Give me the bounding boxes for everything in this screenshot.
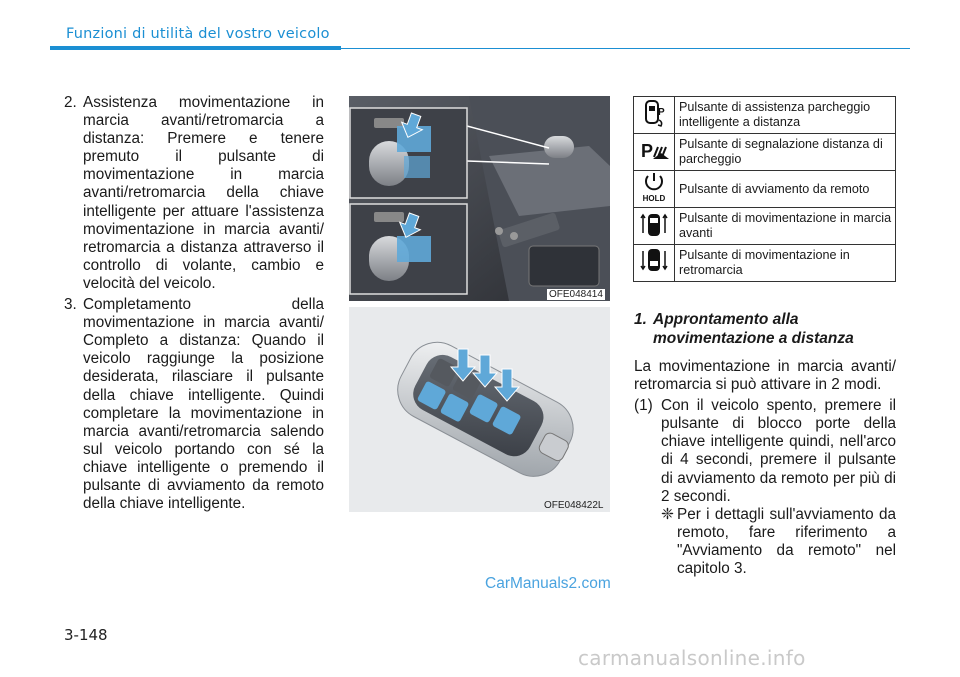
subsection-heading xyxy=(634,310,896,348)
table-row xyxy=(634,97,896,134)
list-item-number: 3. xyxy=(64,296,77,314)
button-label: Pulsante di segnalazione distanza di parcheggio xyxy=(675,134,896,171)
left-column xyxy=(64,94,324,516)
list-item-number: 2. xyxy=(64,94,77,111)
header-rule-thick xyxy=(50,46,341,50)
parking-assist-icon xyxy=(634,97,675,134)
smart-key-illustration xyxy=(349,307,610,512)
subsection-number: 1. xyxy=(634,311,647,328)
table-row xyxy=(634,245,896,282)
list-item xyxy=(64,296,324,513)
svg-text:P: P xyxy=(658,107,665,118)
table-row xyxy=(634,171,896,208)
table-row xyxy=(634,134,896,171)
list-item xyxy=(634,397,896,578)
button-label: Pulsante di movimentazione in retromarcia xyxy=(675,245,896,282)
list-item-text: Con il veicolo spento, premere il pulsante di blocco porte della chiave intelligente quindi, nell'arco di 4 secondi, premere il pulsante di avviamento da remoto per più di 2 secondi. xyxy=(661,397,896,505)
forward-move-icon xyxy=(634,208,675,245)
figure-code-label: OFE048422L xyxy=(544,500,604,511)
watermark-link[interactable]: carmanualsonline.info xyxy=(578,646,806,670)
button-label: Pulsante di assistenza parcheggio intelligente a distanza xyxy=(675,97,896,134)
button-legend-table xyxy=(633,96,896,282)
hold-text: HOLD xyxy=(642,194,666,203)
list-item-number: (1) xyxy=(634,397,653,415)
list-item xyxy=(64,94,324,293)
button-label: Pulsante di avviamento da remoto xyxy=(675,171,896,208)
svg-text:P: P xyxy=(641,141,654,161)
figure-code-label: OFE048414 xyxy=(549,289,603,300)
note-text: Per i dettagli sull'avviamento da remoto, fare riferimento a "Avviamento da remoto" nel capitolo 3. xyxy=(677,505,896,578)
note xyxy=(661,506,896,578)
watermark-link[interactable]: CarManuals2.com xyxy=(485,575,611,592)
section-title: Funzioni di utilità del vostro veicolo xyxy=(66,26,330,42)
intro-paragraph: La movimentazione in marcia avanti/ retromarcia si può attivare in 2 modi. xyxy=(634,358,896,394)
list-item-text: Assistenza movimentazione in marcia avanti/retromarcia a distanza: Premere e tenere premuto il pulsante di movimentazione in marcia avanti/retromarcia della chiave intelligente per attuare l'assistenza movimentazione in marcia avanti/ retromarcia a distanza attraverso il controllo di volante, cambio e velocità del veicolo. xyxy=(83,94,324,292)
list-item-text: Completamento della movimentazione in marcia avanti/ Completo a distanza: Quando il veicolo raggiunge la posizione desiderata, rilasciare il pulsante della chiave intelligente. Quindi completare la movimentazione in marcia avanti/retromarcia salendo sul veicolo portando con sé la chiave intelligente o premendo il pulsante di avviamento da remoto della chiave intelligente. xyxy=(83,296,324,513)
parking-distance-warning-icon xyxy=(634,134,675,171)
smart-key-figure xyxy=(349,307,610,512)
remote-start-hold-icon xyxy=(634,171,675,208)
reverse-move-icon xyxy=(634,245,675,282)
button-label: Pulsante di movimentazione in marcia avanti xyxy=(675,208,896,245)
console-illustration xyxy=(349,96,610,301)
table-row xyxy=(634,208,896,245)
subsection-title: Approntamento alla movimentazione a distanza xyxy=(653,311,854,347)
note-mark: ❈ xyxy=(661,505,674,523)
page-number: 3-148 xyxy=(64,626,108,644)
right-column xyxy=(634,310,896,581)
header-rule-thin xyxy=(341,48,910,49)
console-buttons-figure xyxy=(349,96,610,301)
